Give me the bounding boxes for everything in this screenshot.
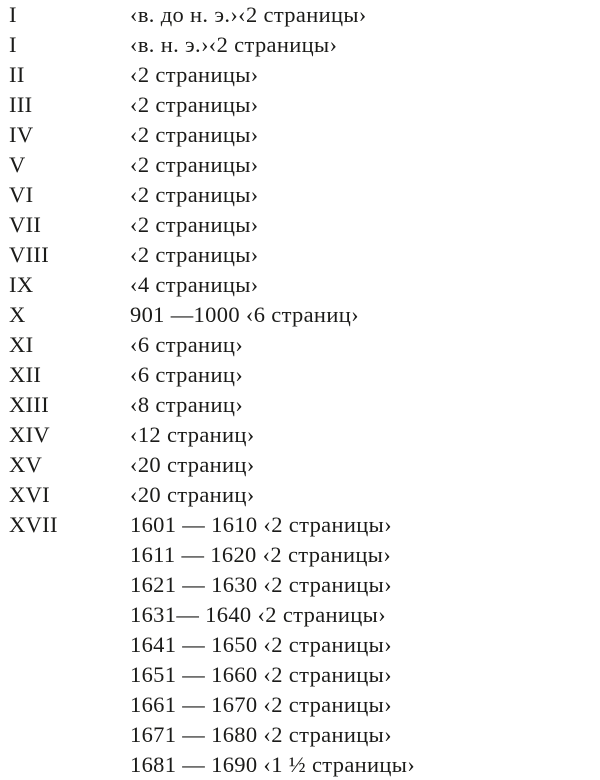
page-count-entry: 1611 — 1620 ‹2 страницы› — [130, 542, 392, 567]
page-count-entry: ‹2 страницы› — [130, 182, 259, 207]
page-count-entry: ‹6 страниц› — [130, 332, 244, 357]
page-count-entry: ‹2 страницы› — [130, 242, 259, 267]
century-numeral — [9, 570, 130, 600]
century-row — [9, 240, 600, 270]
page-count-entry: 1651 — 1660 ‹2 страницы› — [130, 662, 392, 687]
century-numeral — [9, 660, 130, 690]
century-row — [9, 750, 600, 780]
century-row — [9, 480, 600, 510]
century-row — [9, 720, 600, 750]
century-numeral: I — [9, 2, 17, 27]
page-count-entry: 1631— 1640 ‹2 страницы› — [130, 602, 386, 627]
century-row — [9, 690, 600, 720]
page-count-entry: ‹2 страницы› — [130, 152, 259, 177]
century-row — [9, 420, 600, 450]
century-numeral — [9, 630, 130, 660]
century-numeral — [9, 720, 130, 750]
page-count-entry: ‹2 страницы› — [130, 122, 259, 147]
century-row — [9, 90, 600, 120]
century-row — [9, 0, 600, 30]
page-count-entry: 1601 — 1610 ‹2 страницы› — [130, 512, 392, 537]
century-row — [9, 210, 600, 240]
century-numeral: II — [9, 62, 25, 87]
century-row — [9, 60, 600, 90]
page-count-entry: 1621 — 1630 ‹2 страницы› — [130, 572, 392, 597]
century-numeral: V — [9, 152, 26, 177]
page-count-entry: 901 —1000 ‹6 страниц› — [130, 302, 359, 327]
page-count-entry: ‹6 страниц› — [130, 362, 244, 387]
page-count-entry: 1681 — 1690 ‹1 ½ страницы› — [130, 752, 416, 777]
page-count-entry: 1641 — 1650 ‹2 страницы› — [130, 632, 392, 657]
century-numeral: XVI — [9, 482, 51, 507]
page-count-entry: ‹в. н. э.›‹2 страницы› — [130, 32, 338, 57]
page-count-entry: 1661 — 1670 ‹2 страницы› — [130, 692, 392, 717]
page-count-entry: ‹8 страниц› — [130, 392, 244, 417]
century-row — [9, 150, 600, 180]
century-row — [9, 570, 600, 600]
century-row — [9, 360, 600, 390]
page-count-entry: ‹в. до н. э.›‹2 страницы› — [130, 2, 367, 27]
century-row — [9, 330, 600, 360]
page-count-entry: ‹4 страницы› — [130, 272, 259, 297]
century-numeral: XVII — [9, 512, 58, 537]
century-row — [9, 390, 600, 420]
century-row — [9, 540, 600, 570]
century-row — [9, 270, 600, 300]
century-numeral: X — [9, 302, 26, 327]
century-numeral — [9, 600, 130, 630]
century-numeral: XII — [9, 362, 42, 387]
century-row — [9, 180, 600, 210]
page-count-entry: ‹20 страниц› — [130, 452, 255, 477]
century-numeral: XIII — [9, 392, 50, 417]
century-numeral: XI — [9, 332, 34, 357]
century-numeral: VI — [9, 182, 34, 207]
century-numeral: VII — [9, 212, 42, 237]
century-numeral — [9, 750, 130, 780]
century-numeral: VIII — [9, 242, 50, 267]
century-row — [9, 660, 600, 690]
century-numeral: III — [9, 92, 33, 117]
page-count-entry: ‹12 страниц› — [130, 422, 255, 447]
century-numeral — [9, 540, 130, 570]
century-numeral: XV — [9, 452, 43, 477]
page-count-entry: ‹2 страницы› — [130, 212, 259, 237]
century-numeral — [9, 690, 130, 720]
page-count-entry: ‹2 страницы› — [130, 92, 259, 117]
century-row — [9, 600, 600, 630]
century-row — [9, 30, 600, 60]
page-count-entry: 1671 — 1680 ‹2 страницы› — [130, 722, 392, 747]
page-count-entry: ‹2 страницы› — [130, 62, 259, 87]
century-numeral: I — [9, 32, 17, 57]
century-row — [9, 120, 600, 150]
century-row — [9, 630, 600, 660]
century-numeral: IV — [9, 122, 34, 147]
century-numeral: IX — [9, 272, 34, 297]
page-count-entry: ‹20 страниц› — [130, 482, 255, 507]
century-row — [9, 450, 600, 480]
century-row — [9, 300, 600, 330]
century-numeral: XIV — [9, 422, 51, 447]
century-row — [9, 510, 600, 540]
